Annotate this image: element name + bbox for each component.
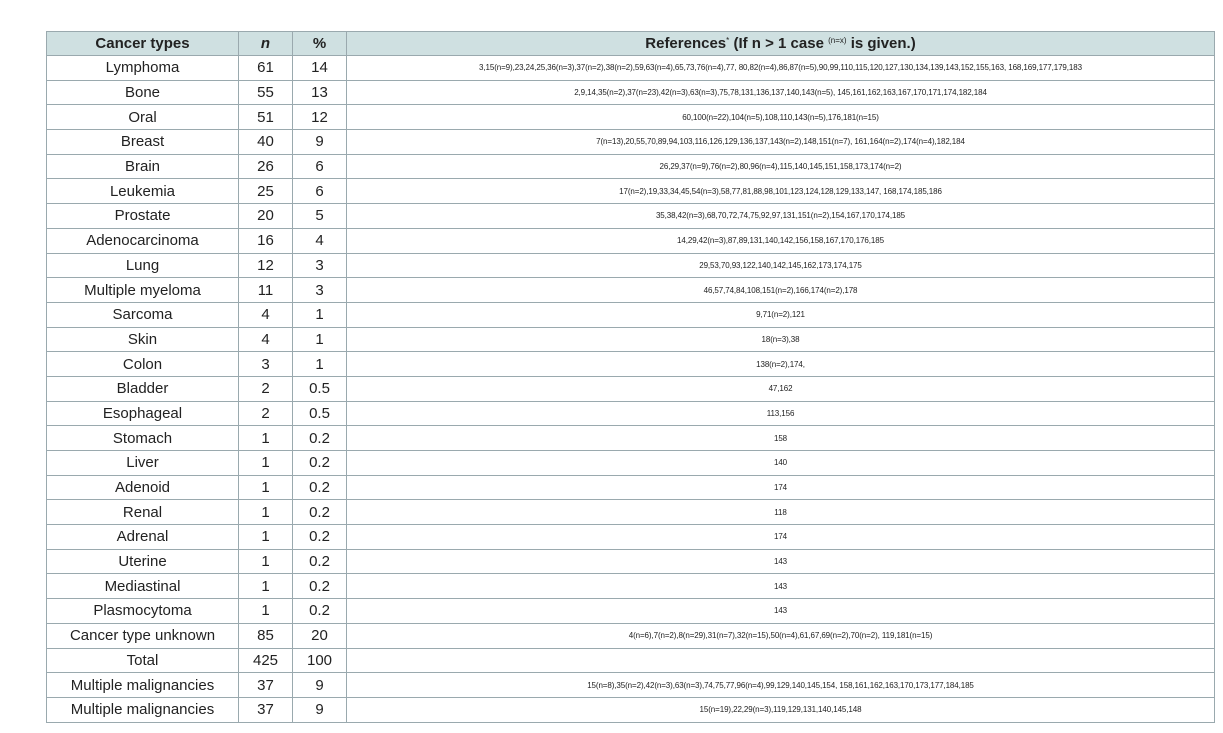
cell-references: 140 (347, 451, 1215, 476)
table-row (47, 599, 1215, 624)
cell-cancer-type: Stomach (47, 426, 239, 451)
cell-n: 37 (239, 697, 293, 722)
table-row (47, 648, 1215, 673)
table-row (47, 352, 1215, 377)
table-row (47, 253, 1215, 278)
table-row (47, 525, 1215, 550)
cell-cancer-type: Prostate (47, 204, 239, 229)
table-row (47, 278, 1215, 303)
cell-n: 51 (239, 105, 293, 130)
header-row (47, 32, 1215, 56)
cell-n: 1 (239, 426, 293, 451)
cell-cancer-type: Leukemia (47, 179, 239, 204)
header-references-prefix: References (645, 35, 727, 52)
cell-references (347, 648, 1215, 673)
cell-references: 174 (347, 525, 1215, 550)
cell-percent: 0.2 (293, 549, 347, 574)
table-row (47, 673, 1215, 698)
cell-references: 46,57,74,84,108,151(n=2),166,174(n=2),178 (347, 278, 1215, 303)
cell-cancer-type: Breast (47, 130, 239, 155)
cell-n: 3 (239, 352, 293, 377)
cell-cancer-type: Adenoid (47, 475, 239, 500)
cell-references: 143 (347, 549, 1215, 574)
cell-n: 85 (239, 623, 293, 648)
cell-references: 60,100(n=22),104(n=5),108,110,143(n=5),176,181(n=15) (347, 105, 1215, 130)
cell-n: 11 (239, 278, 293, 303)
header-references-star: * (726, 36, 730, 45)
cell-references: 143 (347, 599, 1215, 624)
cell-cancer-type: Multiple malignancies (47, 673, 239, 698)
table-row (47, 451, 1215, 476)
cell-n: 40 (239, 130, 293, 155)
table-body (47, 56, 1215, 723)
cell-percent: 13 (293, 80, 347, 105)
cell-n: 61 (239, 56, 293, 81)
cell-n: 25 (239, 179, 293, 204)
cell-references: 118 (347, 500, 1215, 525)
cell-references: 158 (347, 426, 1215, 451)
cell-n: 20 (239, 204, 293, 229)
cell-cancer-type: Mediastinal (47, 574, 239, 599)
cell-references: 113,156 (347, 401, 1215, 426)
table-row (47, 56, 1215, 81)
cell-references: 138(n=2),174, (347, 352, 1215, 377)
table-row (47, 302, 1215, 327)
cell-n: 1 (239, 451, 293, 476)
cell-cancer-type: Liver (47, 451, 239, 476)
cell-n: 425 (239, 648, 293, 673)
cell-percent: 3 (293, 278, 347, 303)
cell-n: 1 (239, 475, 293, 500)
cell-references: 15(n=19),22,29(n=3),119,129,131,140,145,148 (347, 697, 1215, 722)
cell-cancer-type: Skin (47, 327, 239, 352)
cell-references: 174 (347, 475, 1215, 500)
cell-cancer-type: Esophageal (47, 401, 239, 426)
cell-percent: 0.2 (293, 451, 347, 476)
cell-cancer-type: Adenocarcinoma (47, 228, 239, 253)
cell-percent: 20 (293, 623, 347, 648)
table-row (47, 228, 1215, 253)
cell-percent: 0.2 (293, 426, 347, 451)
cell-percent: 0.5 (293, 376, 347, 401)
cell-n: 1 (239, 500, 293, 525)
cell-cancer-type: Adrenal (47, 525, 239, 550)
cell-n: 1 (239, 599, 293, 624)
header-references-sup: (n=x) (828, 36, 847, 45)
cell-percent: 1 (293, 352, 347, 377)
table-row (47, 500, 1215, 525)
cell-cancer-type: Lymphoma (47, 56, 239, 81)
cell-percent: 0.2 (293, 475, 347, 500)
cell-cancer-type: Uterine (47, 549, 239, 574)
cell-cancer-type: Oral (47, 105, 239, 130)
cell-cancer-type: Multiple malignancies (47, 697, 239, 722)
cell-n: 2 (239, 401, 293, 426)
cell-references: 2,9,14,35(n=2),37(n=23),42(n=3),63(n=3),75,78,131,136,137,140,143(n=5), 145,161,162,163,167,170,171,174,182,184 (347, 80, 1215, 105)
table-row (47, 105, 1215, 130)
cell-percent: 9 (293, 130, 347, 155)
cell-references: 26,29,37(n=9),76(n=2),80,96(n=4),115,140,145,151,158,173,174(n=2) (347, 154, 1215, 179)
table-row (47, 574, 1215, 599)
table-row (47, 549, 1215, 574)
header-percent: % (293, 32, 347, 56)
cell-percent: 9 (293, 673, 347, 698)
cell-percent: 12 (293, 105, 347, 130)
cell-cancer-type: Sarcoma (47, 302, 239, 327)
cell-references: 35,38,42(n=3),68,70,72,74,75,92,97,131,151(n=2),154,167,170,174,185 (347, 204, 1215, 229)
cell-percent: 0.2 (293, 525, 347, 550)
cell-percent: 9 (293, 697, 347, 722)
header-n (239, 32, 293, 56)
cell-cancer-type: Bladder (47, 376, 239, 401)
cell-cancer-type: Plasmocytoma (47, 599, 239, 624)
cell-n: 37 (239, 673, 293, 698)
cell-percent: 4 (293, 228, 347, 253)
table-row (47, 154, 1215, 179)
cell-references: 14,29,42(n=3),87,89,131,140,142,156,158,167,170,176,185 (347, 228, 1215, 253)
table-row (47, 80, 1215, 105)
cell-cancer-type: Brain (47, 154, 239, 179)
table-row (47, 623, 1215, 648)
table-row (47, 327, 1215, 352)
cell-percent: 5 (293, 204, 347, 229)
cell-references: 15(n=8),35(n=2),42(n=3),63(n=3),74,75,77,96(n=4),99,129,140,145,154, 158,161,162,163,170,173,177,184,185 (347, 673, 1215, 698)
cell-n: 26 (239, 154, 293, 179)
cell-cancer-type: Cancer type unknown (47, 623, 239, 648)
cell-n: 4 (239, 327, 293, 352)
cell-percent: 1 (293, 327, 347, 352)
header-n-label: n (260, 35, 271, 52)
cell-percent: 0.2 (293, 574, 347, 599)
table-header (47, 32, 1215, 56)
table-row (47, 401, 1215, 426)
cell-percent: 100 (293, 648, 347, 673)
table-row (47, 130, 1215, 155)
header-references (347, 32, 1215, 56)
table-row (47, 475, 1215, 500)
cell-n: 12 (239, 253, 293, 278)
cell-cancer-type: Bone (47, 80, 239, 105)
cell-percent: 0.2 (293, 500, 347, 525)
cell-references: 143 (347, 574, 1215, 599)
header-references-suffix: is given.) (846, 35, 916, 52)
table-row (47, 697, 1215, 722)
cell-n: 1 (239, 574, 293, 599)
cell-cancer-type: Colon (47, 352, 239, 377)
cell-percent: 6 (293, 154, 347, 179)
cell-percent: 3 (293, 253, 347, 278)
cell-n: 1 (239, 525, 293, 550)
cell-percent: 6 (293, 179, 347, 204)
cell-cancer-type: Total (47, 648, 239, 673)
cell-references: 3,15(n=9),23,24,25,36(n=3),37(n=2),38(n=2),59,63(n=4),65,73,76(n=4),77, 80,82(n=4),86,87(n=5),90,99,110,115,120,127,130,134,139,143,152,155,163, 168,169,177,179,183 (347, 56, 1215, 81)
cell-references: 17(n=2),19,33,34,45,54(n=3),58,77,81,88,98,101,123,124,128,129,133,147, 168,174,185,186 (347, 179, 1215, 204)
header-references-mid: (If n > 1 case (729, 35, 829, 52)
table-row (47, 376, 1215, 401)
cancer-types-table (46, 31, 1215, 723)
table-row (47, 179, 1215, 204)
table-row (47, 204, 1215, 229)
cell-percent: 14 (293, 56, 347, 81)
table-row (47, 426, 1215, 451)
cell-n: 55 (239, 80, 293, 105)
cell-percent: 1 (293, 302, 347, 327)
cell-references: 4(n=6),7(n=2),8(n=29),31(n=7),32(n=15),50(n=4),61,67,69(n=2),70(n=2), 119,181(n=15) (347, 623, 1215, 648)
cell-n: 2 (239, 376, 293, 401)
cell-references: 29,53,70,93,122,140,142,145,162,173,174,175 (347, 253, 1215, 278)
cell-cancer-type: Multiple myeloma (47, 278, 239, 303)
cell-references: 47,162 (347, 376, 1215, 401)
cell-n: 4 (239, 302, 293, 327)
cell-cancer-type: Renal (47, 500, 239, 525)
cell-references: 7(n=13),20,55,70,89,94,103,116,126,129,136,137,143(n=2),148,151(n=7), 161,164(n=2),174(n=4),182,184 (347, 130, 1215, 155)
cell-percent: 0.2 (293, 599, 347, 624)
cell-n: 1 (239, 549, 293, 574)
cell-cancer-type: Lung (47, 253, 239, 278)
cell-n: 16 (239, 228, 293, 253)
cell-percent: 0.5 (293, 401, 347, 426)
header-cancer-types: Cancer types (47, 32, 239, 56)
cell-references: 9,71(n=2),121 (347, 302, 1215, 327)
cell-references: 18(n=3),38 (347, 327, 1215, 352)
